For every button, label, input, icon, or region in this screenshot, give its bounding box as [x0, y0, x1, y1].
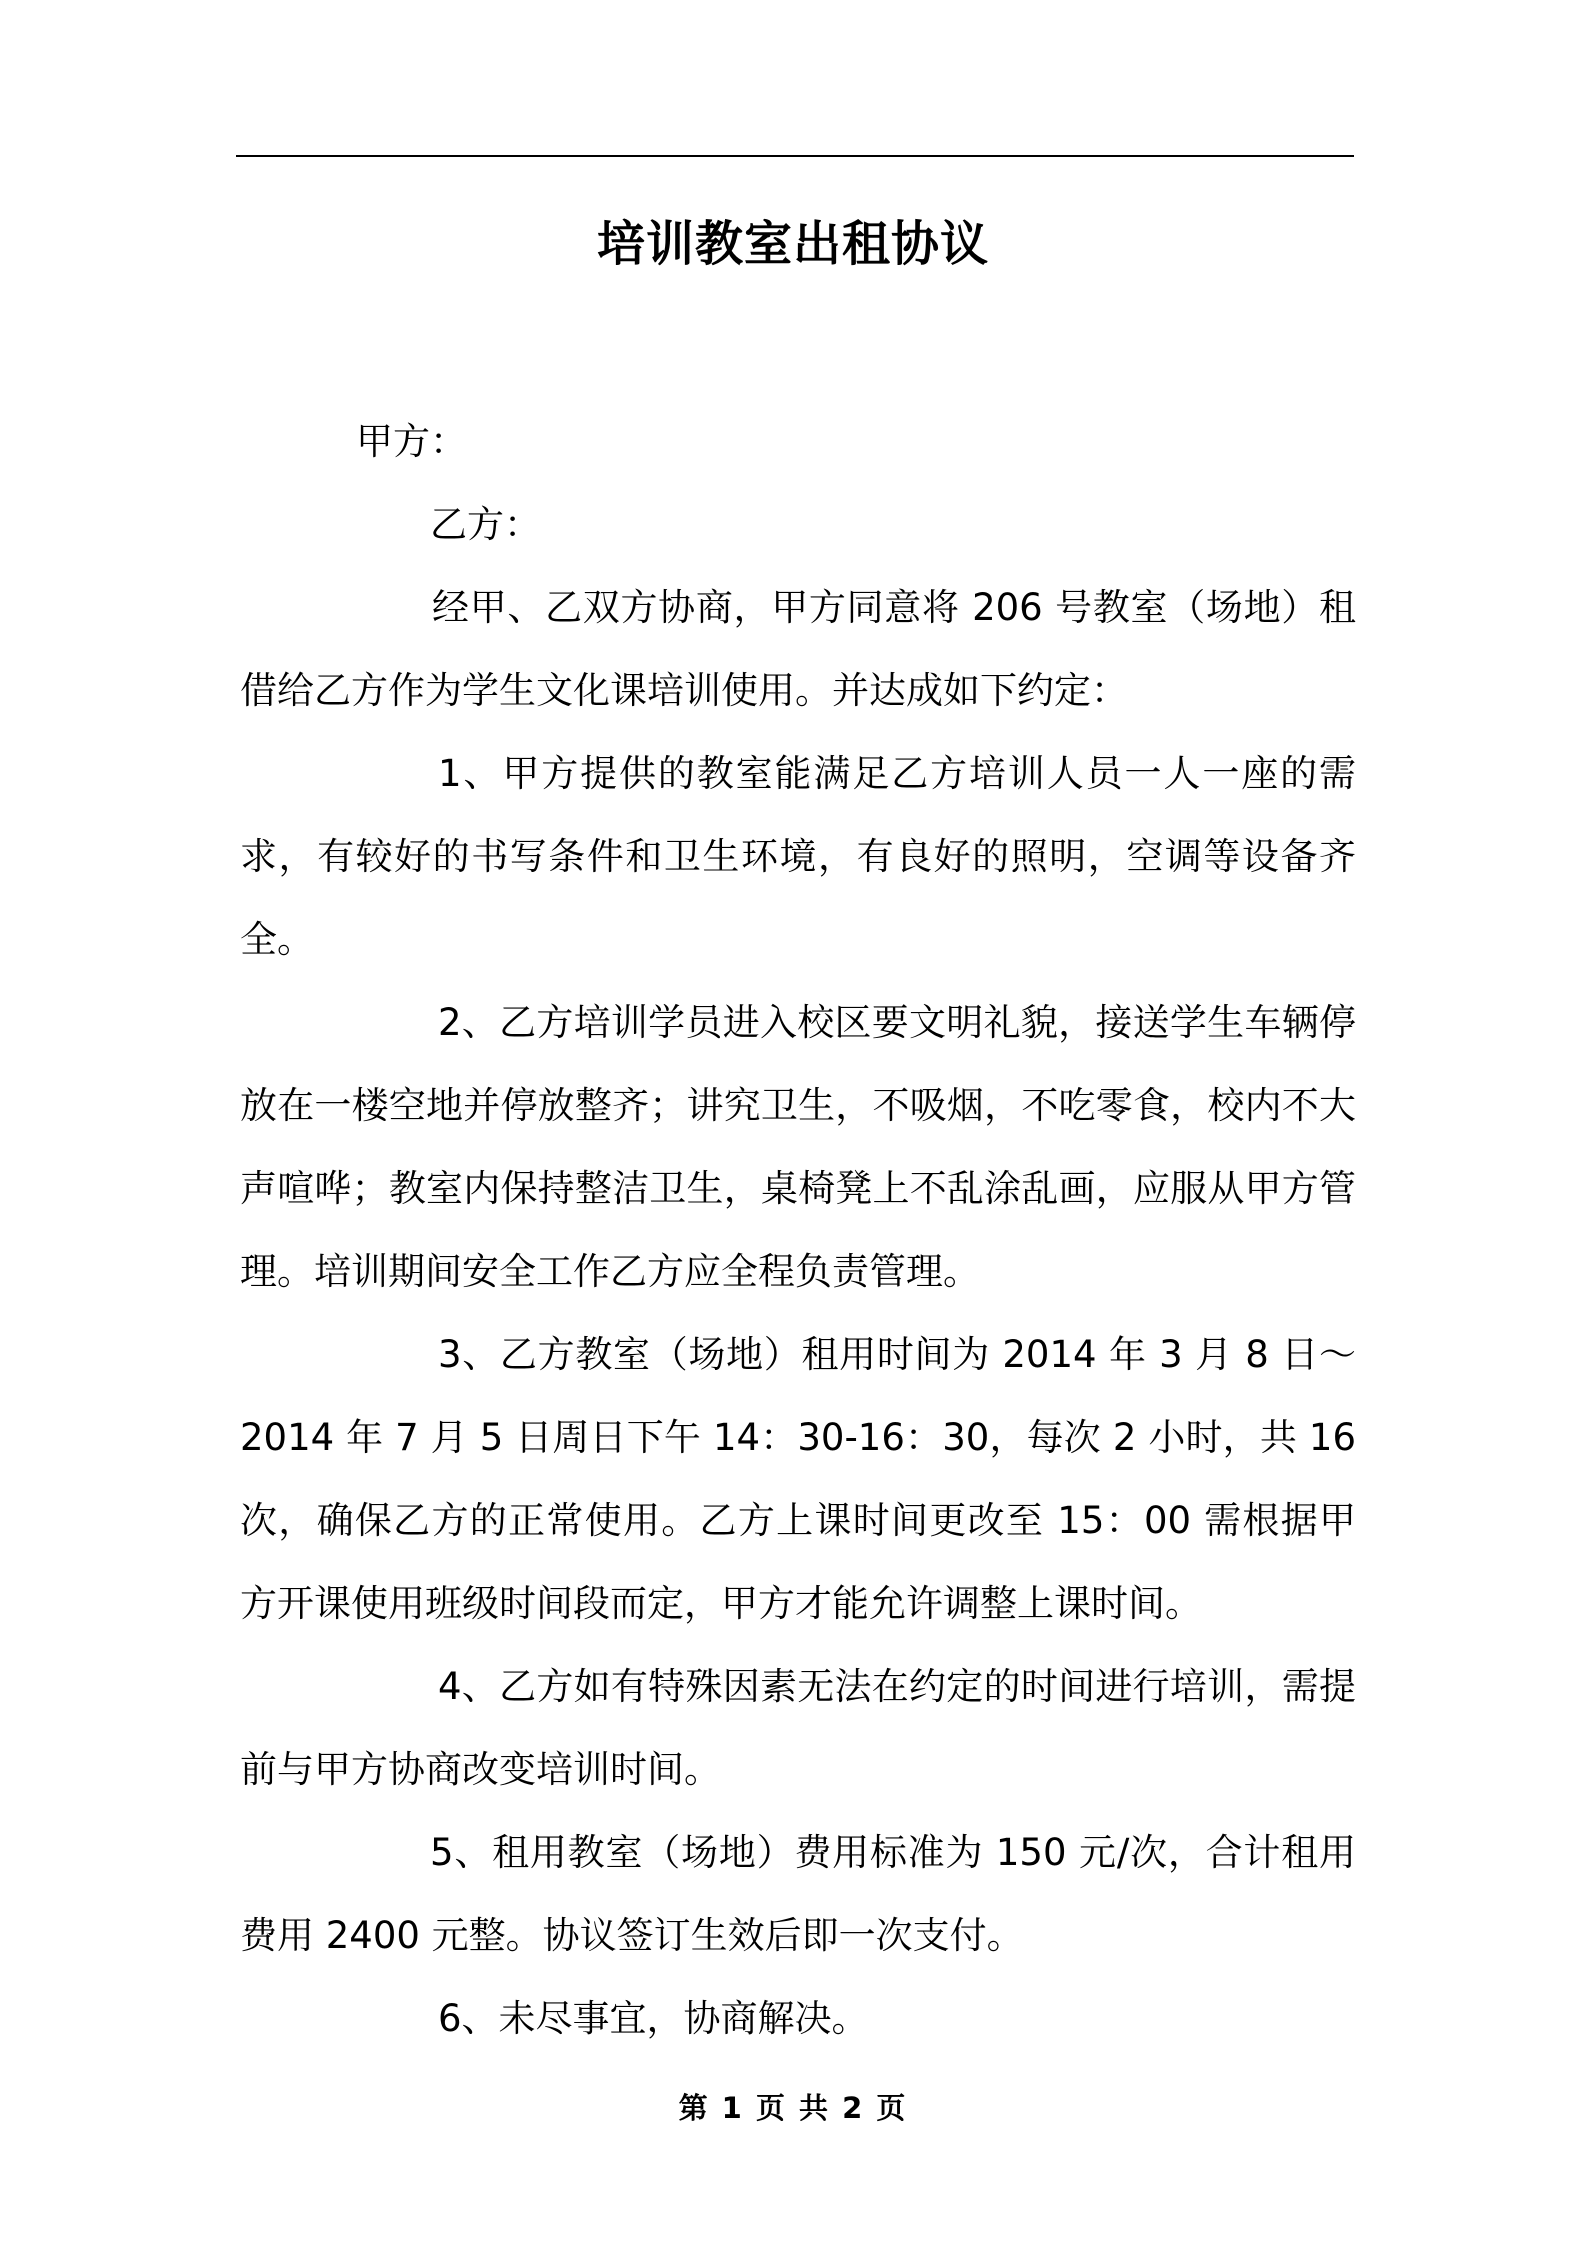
clause-2-paragraph: 2、乙方培训学员进入校区要文明礼貌，接送学生车辆停放在一楼空地并停放整齐；讲究卫生，不吸烟，不吃零食，校内不大声喧哗；教室内保持整洁卫生，桌椅凳上不乱涂乱画，应服从甲方管理。培训期间安全工作乙方应全程负责管理。: [240, 1001, 1356, 1293]
document-title: 培训教室出租协议: [596, 216, 989, 272]
intro-paragraph: 经甲、乙双方协商，甲方同意将 206 号教室（场地）租借给乙方作为学生文化课培训使用。并达成如下约定：: [240, 586, 1356, 712]
clause-5-paragraph: 5、租用教室（场地）费用标准为 150 元/次，合计租用费用 2400 元整。协议签订生效后即一次支付。: [240, 1831, 1356, 1957]
party-b-label: 乙方：: [430, 503, 541, 546]
clause-6-paragraph: 6、未尽事宜，协商解决。: [438, 1997, 869, 2040]
clause-4-paragraph: 4、乙方如有特殊因素无法在约定的时间进行培训，需提前与甲方协商改变培训时间。: [240, 1665, 1356, 1791]
clause-3-paragraph: 3、乙方教室（场地）租用时间为 2014 年 3 月 8 日～2014 年 7 月 5 日周日下午 14：30-16：30，每次 2 小时，共 16 次，确保乙方的正常使用。乙方上课时间更改至 15：00 需根据甲方开课使用班级时间段而定，甲方才能允许调整上课时间。: [240, 1333, 1356, 1625]
page-number-footer: 第 1 页 共 2 页: [678, 2091, 908, 2125]
clause-1-paragraph: 1、甲方提供的教室能满足乙方培训人员一人一座的需求，有较好的书写条件和卫生环境，有良好的照明，空调等设备齐全。: [240, 752, 1356, 961]
party-a-label: 甲方：: [356, 420, 467, 463]
document-body: [240, 400, 1356, 2060]
header-rule: [236, 155, 1354, 157]
